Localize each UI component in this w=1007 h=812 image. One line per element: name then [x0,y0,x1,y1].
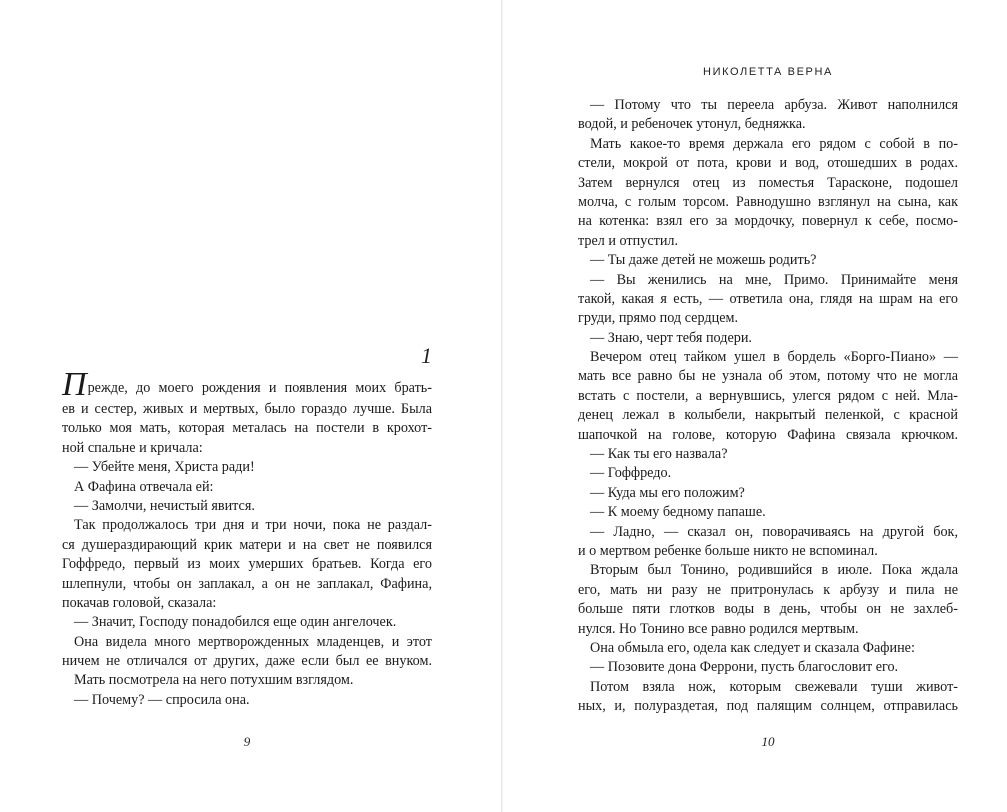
text-line [578,135,958,154]
text-line [62,400,432,419]
text-line [578,406,958,425]
text-line-content: Вечером отец тайком ушел в бордель «Борго-Пиано» — [590,349,958,366]
text-line [578,232,958,251]
text-line-content: мать все равно бы не узнала об этом, потому что не могла [578,368,958,385]
text-line [62,366,432,403]
text-line-content: — Почему? — спросила она. [74,691,250,708]
text-line [578,193,958,212]
text-line [578,639,958,658]
text-line [62,652,432,671]
text-line-content: — Вы женились на мне, Примо. Принимайте меня [590,271,958,288]
text-line-content: — Значит, Господу понадобился еще один ангелочек. [74,614,397,631]
text-line [578,464,958,483]
text-line-content: Затем вернулся отец из поместья Тарасконе, подошел [578,174,958,191]
text-line [578,678,958,697]
text-line-content: Потом взяла нож, которым свежевали туши живот- [590,678,958,695]
text-line-content: ся душераздирающий крик матери и на свет не появился [62,536,432,553]
chapter-number: 1 [421,343,432,368]
left-page-number: 9 [243,734,251,749]
text-line-content: — Убейте меня, Христа ради! [74,459,255,476]
text-line-content: только моя мать, которая металась на постели в крохот- [62,420,432,437]
text-line-content: водой, и ребеночек утонул, бедняжка. [578,116,806,133]
text-line-content: больше пяти глотков воды в день, чтобы он не захлеб- [578,601,958,618]
text-line-content: — Позовите дона Феррони, пусть благословит его. [590,659,899,676]
text-line-content: Она видела много мертворожденных младенцев, и этот [74,633,432,650]
text-line [578,251,958,270]
text-line [578,523,958,542]
text-line [62,691,432,710]
book-gutter [501,0,503,812]
text-line-content: ных, и, полураздетая, под палящим солнцем, отправилась [578,698,958,715]
drop-cap: П [62,366,87,403]
text-line [62,458,432,477]
text-line-content: — Знаю, черт тебя подери. [590,329,752,346]
text-line [62,671,432,690]
text-line [578,600,958,619]
text-line-content: Мать посмотрела на него потухшим взглядом. [74,672,354,689]
text-line [62,419,432,438]
text-line [62,536,432,555]
text-line [578,620,958,639]
right-page-number: 10 [761,734,775,749]
text-line [578,426,958,445]
text-line-content: Гоффредо, первый из моих умерших братьев. Когда его [62,556,432,573]
text-line-content: груди, прямо под сердцем. [578,310,739,327]
text-line-content: шапочкой на голове, которую Фафина связала крючком. [578,426,958,443]
text-line [578,348,958,367]
text-line [578,271,958,290]
text-line [62,594,432,613]
text-line [578,503,958,522]
text-line [62,555,432,574]
text-line [578,561,958,580]
text-line-content: — Гоффредо. [590,465,672,482]
text-line [578,212,958,231]
text-line-content: стели, мокрой от пота, крови и вод, отошедших в родах. [578,155,958,172]
text-line-content: — К моему бедному папаше. [590,504,766,521]
text-line-content: такой, какая я есть, — ответила она, глядя на шрам на его [578,290,958,307]
text-line [578,309,958,328]
text-line-content: — Куда мы его положим? [590,484,745,501]
right-page-body [578,96,958,717]
text-line-content: ной спальне и кричала: [62,439,203,456]
text-line [578,115,958,134]
text-line [578,581,958,600]
text-line [578,542,958,561]
text-line-content: его, мать ни разу не притронулась к арбузу и пила не [578,581,958,598]
text-line [578,96,958,115]
text-line [578,290,958,309]
text-line [578,174,958,193]
text-line [62,633,432,652]
text-line-content: Вторым был Тонино, родившийся в июле. Пока ждала [590,562,958,579]
text-line [62,478,432,497]
text-line-content: встать с постели, а вернувшись, улегся рядом с ней. Мла- [578,387,958,404]
text-line-content: А Фафина отвечала ей: [74,478,214,495]
left-page-body [62,366,432,710]
text-line-content: Мать какое-то время держала его рядом с собой в по- [590,135,958,152]
text-line [578,387,958,406]
text-line-content: покачав головой, сказала: [62,594,217,611]
text-line-content: шлепнули, чтобы он заплакал, а он не заплакал, Фафина, [62,575,432,592]
text-line-content: — Ты даже детей не можешь родить? [590,252,817,269]
running-head-author: НИКОЛЕТТА ВЕРНА [703,66,833,78]
text-line [578,445,958,464]
text-line [578,484,958,503]
text-line-content: — Как ты его назвала? [590,446,728,463]
text-line-content: на котенка: взял его за мордочку, повернул к себе, посмо- [578,213,958,230]
left-page [62,0,432,812]
text-line [578,329,958,348]
text-line-content: — Замолчи, нечистый явится. [74,497,255,514]
text-line-content: Так продолжалось три дня и три ночи, пока не раздал- [74,517,432,534]
text-line [62,497,432,516]
text-line [62,516,432,535]
text-line-content: трел и отпустил. [578,232,679,249]
text-line [62,575,432,594]
text-line-content: денец лежал в колыбели, накрытый пеленкой, с красной [578,407,958,424]
text-line-content: нулся. Но Тонино все равно родился мертвым. [578,620,859,637]
text-line-content: и о мертвом ребенке больше никто не вспоминал. [578,542,878,559]
text-line-content: режде, до моего рождения и появления моих брать- [87,380,432,396]
text-line [578,367,958,386]
text-line-content: ничем не отличался от других, даже если был ее внуком. [62,653,432,670]
text-line-content: — Ладно, — сказал он, поворачиваясь на другой бок, [590,523,958,540]
text-line [62,613,432,632]
text-line-content: Она обмыла его, одела как следует и сказала Фафине: [590,639,915,656]
text-line [578,658,958,677]
text-line [578,154,958,173]
text-line [578,697,958,716]
text-line-content: ев и сестер, живых и мертвых, было гораздо лучше. Была [62,401,432,417]
text-line-content: — Потому что ты переела арбуза. Живот наполнился [590,97,958,113]
text-line-content: молча, с голым торсом. Равнодушно взглянул на сына, как [578,193,958,210]
right-page [578,0,958,812]
text-line [62,439,432,458]
